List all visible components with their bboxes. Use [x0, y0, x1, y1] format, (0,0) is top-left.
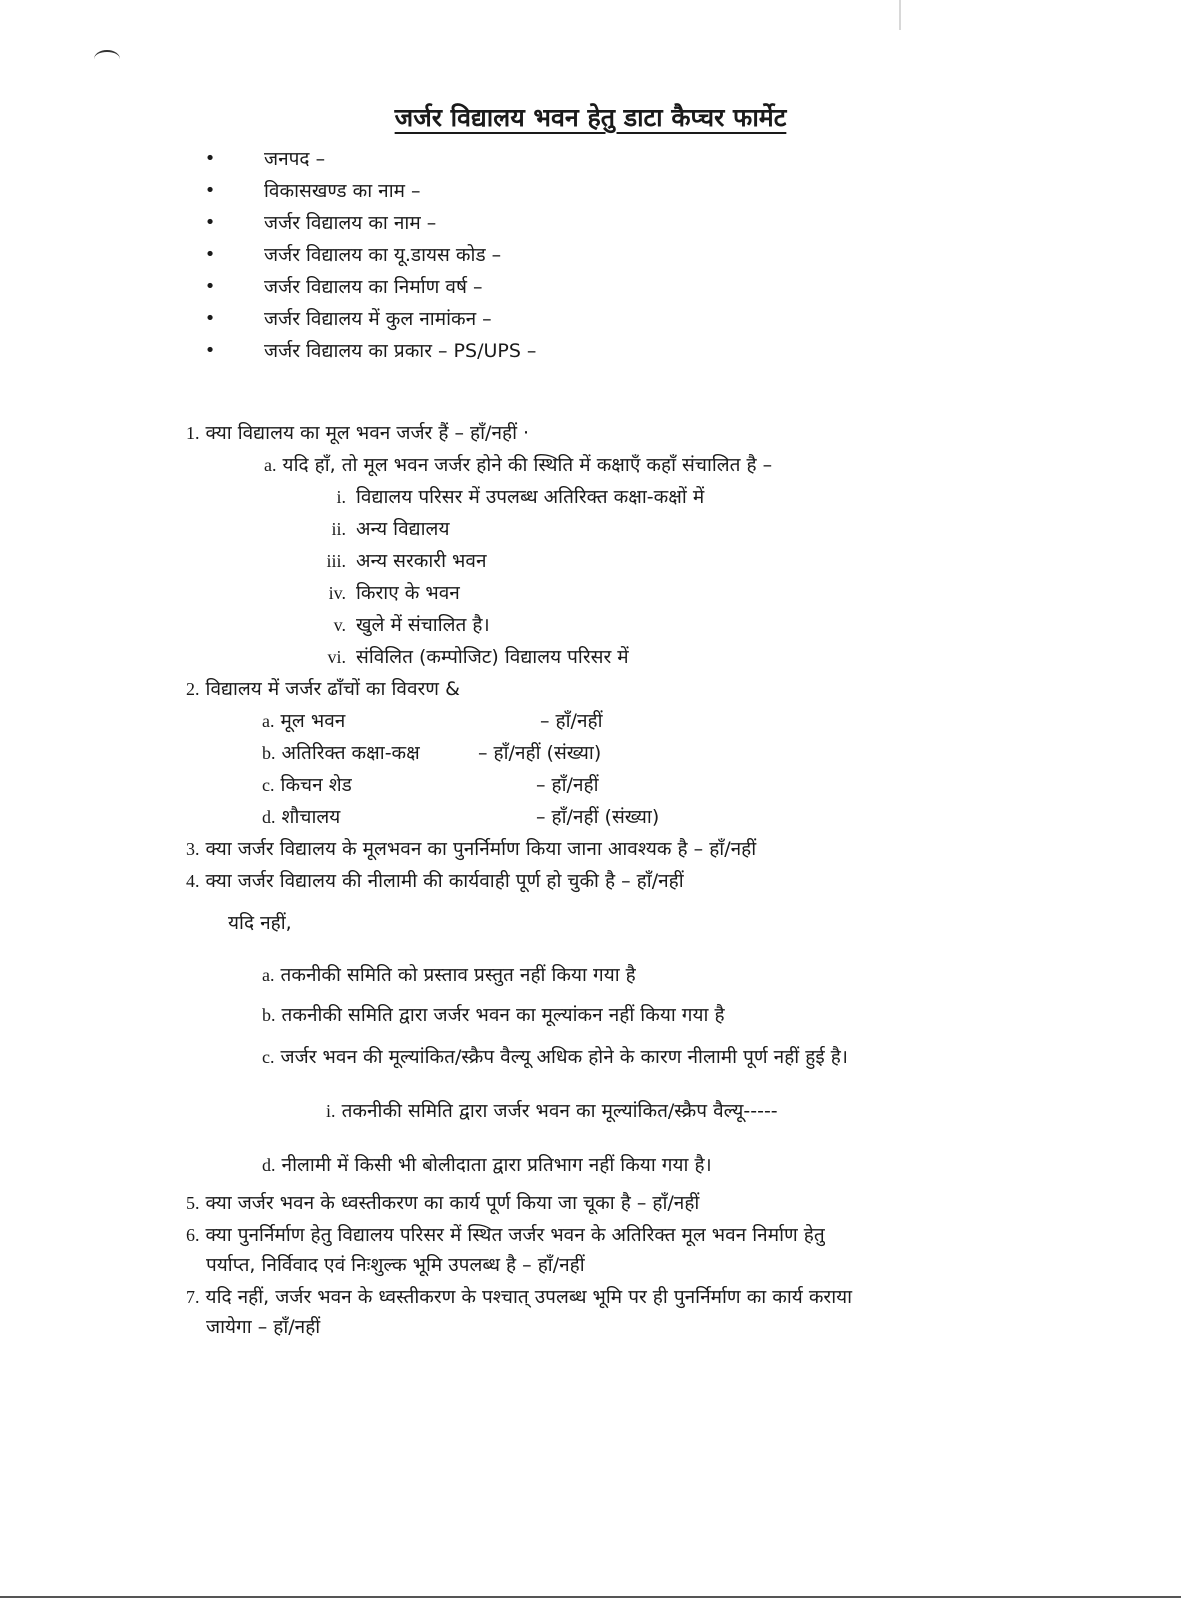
bullet-dot: •	[204, 180, 216, 201]
question-4-sub-b	[262, 1002, 725, 1028]
row-text: अतिरिक्त कक्षा-कक्ष	[281, 742, 420, 764]
question-text: क्या जर्जर विद्यालय के मूलभवन का पुनर्निर्माण किया जाना आवश्यक है – हाँ/नहीं	[205, 838, 757, 860]
sub-text: तकनीकी समिति को प्रस्ताव प्रस्तुत नहीं किया गया है	[280, 964, 636, 986]
question-number: 6.	[186, 1225, 200, 1245]
list-item: जनपद –	[264, 148, 326, 170]
list-item: विकासखण्ड का नाम –	[264, 180, 421, 202]
option-text: विद्यालय परिसर में उपलब्ध अतिरिक्त कक्षा-कक्षों में	[356, 486, 705, 508]
sub-label: i.	[326, 1101, 336, 1121]
option-text: किराए के भवन	[356, 582, 460, 604]
sub-label: b.	[262, 1005, 276, 1025]
question-4-sub-a	[262, 962, 636, 988]
option-text: अन्य सरकारी भवन	[356, 550, 487, 572]
question-5	[186, 1190, 699, 1216]
question-7	[186, 1284, 852, 1310]
question-number: 1.	[186, 423, 200, 443]
bullet-dot: •	[204, 212, 216, 233]
sub-text: जर्जर भवन की मूल्यांकित/स्क्रैप वैल्यू अधिक होने के कारण नीलामी पूर्ण नहीं हुई है।	[280, 1046, 849, 1068]
question-4-sub-c	[262, 1044, 848, 1070]
question-number: 4.	[186, 871, 200, 891]
row-answer: – हाँ/नहीं (संख्या)	[536, 806, 660, 828]
row-label: c.	[262, 775, 275, 795]
question-number: 2.	[186, 679, 200, 699]
structure-row	[262, 772, 352, 798]
sub-label: c.	[262, 1047, 275, 1067]
option-label: i.	[336, 487, 346, 507]
question-4-sub-c-i	[326, 1098, 778, 1124]
question-number: 5.	[186, 1193, 200, 1213]
bullet-dot: •	[204, 340, 216, 361]
scan-mark	[94, 50, 120, 68]
list-item: जर्जर विद्यालय का यू.डायस कोड –	[264, 244, 502, 266]
question-text: क्या जर्जर विद्यालय की नीलामी की कार्यवाही पूर्ण हो चुकी है – हाँ/नहीं	[205, 870, 684, 892]
question-6	[186, 1222, 825, 1248]
scan-edge-line	[899, 0, 901, 30]
sub-text: यदि हाँ, तो मूल भवन जर्जर होने की स्थिति में कक्षाएँ कहाँ संचालित है –	[282, 454, 773, 476]
question-3	[186, 836, 756, 862]
sub-text: तकनीकी समिति द्वारा जर्जर भवन का मूल्यांकन नहीं किया गया है	[281, 1004, 725, 1026]
question-number: 7.	[186, 1287, 200, 1307]
option-text: संविलित (कम्पोजिट) विद्यालय परिसर में	[356, 646, 629, 668]
option-label: iii.	[326, 551, 346, 571]
option-text: खुले में संचालित है।	[356, 614, 490, 636]
question-7-continued: जायेगा – हाँ/नहीं	[206, 1316, 321, 1338]
question-text: क्या पुनर्निर्माण हेतु विद्यालय परिसर में स्थित जर्जर भवन के अतिरिक्त मूल भवन निर्माण हेतु	[205, 1224, 825, 1246]
sub-label: a.	[264, 455, 277, 475]
row-text: मूल भवन	[280, 710, 346, 732]
option-text: अन्य विद्यालय	[356, 518, 450, 540]
bullet-dot: •	[204, 148, 216, 169]
row-text: शौचालय	[281, 806, 341, 828]
row-text: किचन शेड	[280, 774, 352, 796]
option-label: vi.	[327, 647, 346, 667]
question-1-sub-a	[264, 452, 772, 478]
bullet-dot: •	[204, 308, 216, 329]
structure-row	[262, 804, 340, 830]
row-answer: – हाँ/नहीं (संख्या)	[478, 742, 602, 764]
question-number: 3.	[186, 839, 200, 859]
sub-label: a.	[262, 965, 275, 985]
question-1	[186, 420, 529, 446]
question-4	[186, 868, 684, 894]
row-label: a.	[262, 711, 275, 731]
structure-row	[262, 708, 345, 734]
list-item: जर्जर विद्यालय का निर्माण वर्ष –	[264, 276, 483, 298]
option-label: v.	[333, 615, 346, 635]
question-text: यदि नहीं, जर्जर भवन के ध्वस्तीकरण के पश्चात् उपलब्ध भूमि पर ही पुनर्निर्माण का कार्य कराया	[205, 1286, 853, 1308]
bullet-dot: •	[204, 276, 216, 297]
row-label: b.	[262, 743, 276, 763]
structure-row	[262, 740, 420, 766]
sub-label: d.	[262, 1155, 276, 1175]
question-4-sub-d	[262, 1152, 712, 1178]
row-answer: – हाँ/नहीं	[536, 774, 599, 796]
question-6-continued: पर्याप्त, निर्विवाद एवं निःशुल्क भूमि उपलब्ध है – हाँ/नहीं	[206, 1254, 585, 1276]
row-answer: – हाँ/नहीं	[540, 710, 603, 732]
list-item: जर्जर विद्यालय का नाम –	[264, 212, 437, 234]
list-item: जर्जर विद्यालय का प्रकार – PS/UPS –	[264, 340, 537, 362]
if-no-label: यदि नहीं,	[228, 912, 292, 934]
list-item: जर्जर विद्यालय में कुल नामांकन –	[264, 308, 492, 330]
bullet-dot: •	[204, 244, 216, 265]
sub-text: नीलामी में किसी भी बोलीदाता द्वारा प्रतिभाग नहीं किया गया है।	[281, 1154, 712, 1176]
scan-bottom-edge	[0, 1596, 1181, 1598]
sub-text: तकनीकी समिति द्वारा जर्जर भवन का मूल्यांकित/स्क्रैप वैल्यू-----	[341, 1100, 778, 1122]
question-text: विद्यालय में जर्जर ढाँचों का विवरण &	[205, 678, 460, 700]
question-text: क्या जर्जर भवन के ध्वस्तीकरण का कार्य पूर्ण किया जा चूका है – हाँ/नहीं	[205, 1192, 700, 1214]
question-2	[186, 676, 460, 702]
option-label: iv.	[328, 583, 346, 603]
option-label: ii.	[331, 519, 346, 539]
question-text: क्या विद्यालय का मूल भवन जर्जर हैं – हाँ/नहीं ·	[205, 422, 530, 444]
page-title: जर्जर विद्यालय भवन हेतु डाटा कैप्चर फार्मेट	[394, 103, 787, 132]
row-label: d.	[262, 807, 276, 827]
